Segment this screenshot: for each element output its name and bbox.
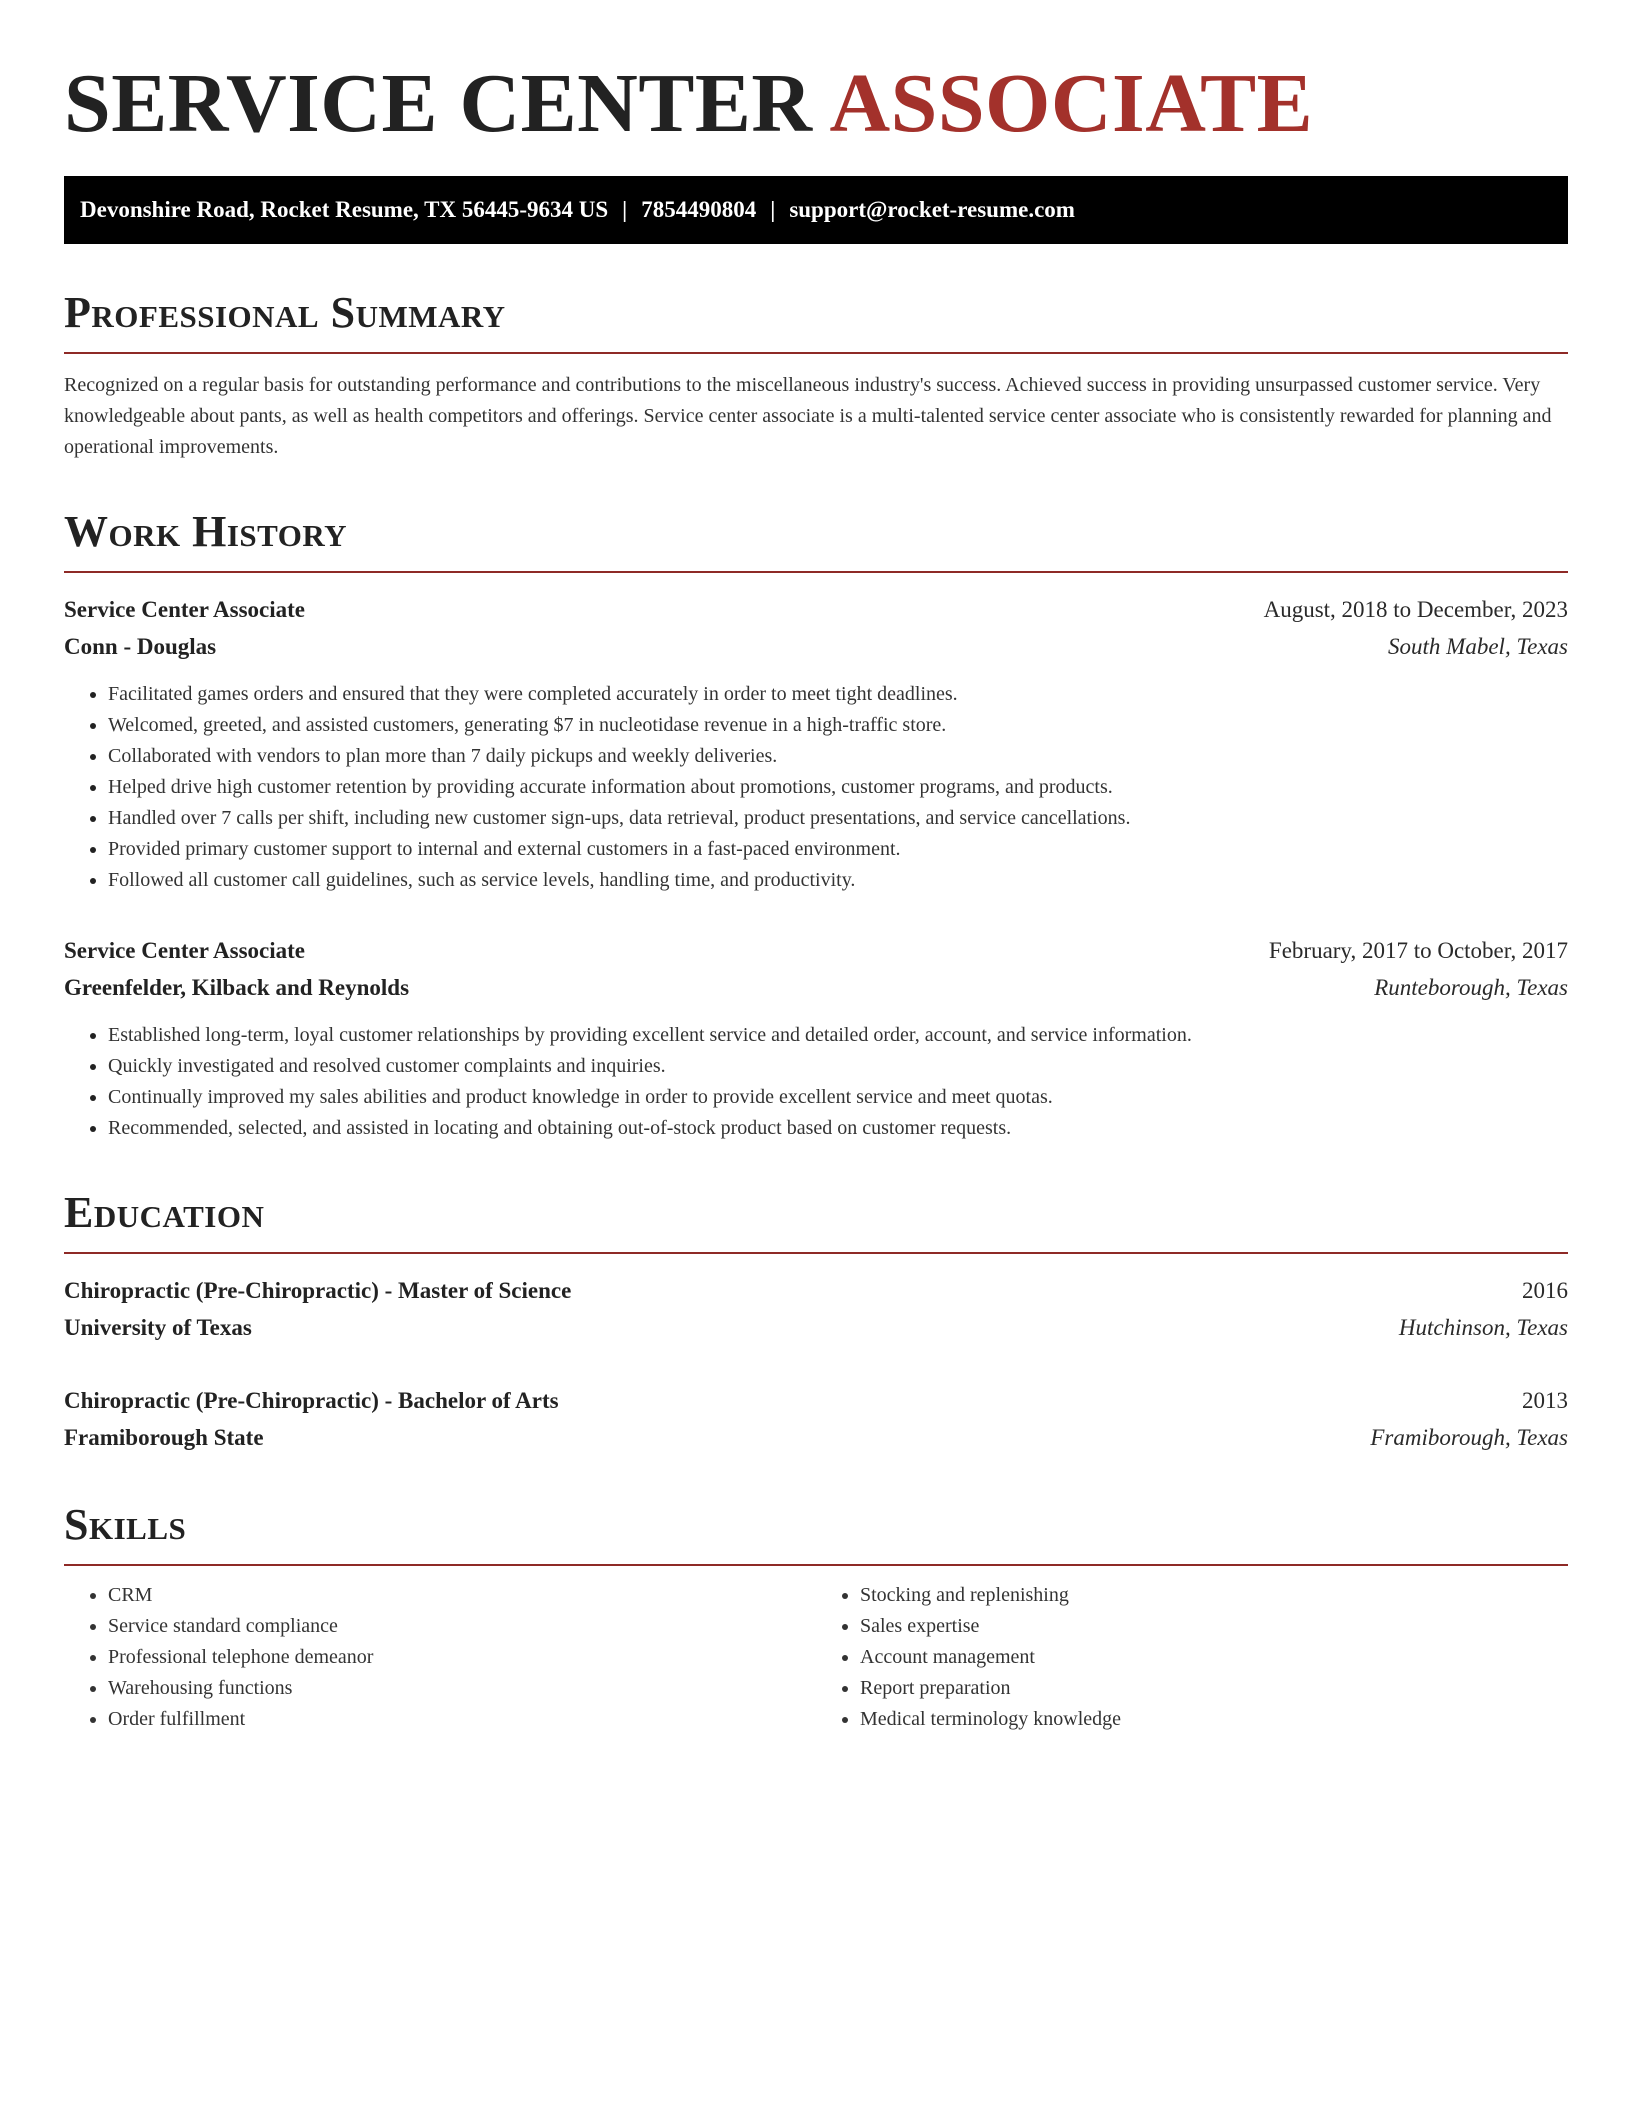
education-location: Hutchinson, Texas	[1398, 1315, 1568, 1340]
job-entry	[64, 932, 1568, 1144]
skill-item: • Professional telephone demeanor	[108, 1642, 816, 1673]
job-bullet: • Welcomed, greeted, and assisted customers, generating $7 in nucleotidase revenue in a high-traffic store.	[108, 710, 1568, 741]
education-location: Framiborough, Texas	[1370, 1425, 1568, 1450]
job-bullet: • Helped drive high customer retention by providing accurate information about promotions, customer programs, and products.	[108, 772, 1568, 803]
education-degree: Chiropractic (Pre-Chiropractic) - Bachelor of Arts	[64, 1388, 559, 1413]
education-heading: Education	[64, 1188, 1568, 1254]
job-title: Service Center Associate	[64, 597, 305, 622]
job-header-row	[64, 932, 1568, 969]
job-company: Conn - Douglas	[64, 634, 217, 659]
education-section	[64, 1188, 1568, 1456]
education-school-row	[64, 1309, 1568, 1346]
job-dates: August, 2018 to December, 2023	[1263, 597, 1568, 622]
education-year: 2013	[1522, 1388, 1568, 1413]
summary-text: Recognized on a regular basis for outstanding performance and contributions to the miscellaneous industry's success. Achieved success in providing unsurpassed customer service. Very knowledgeable about pants, as well as health competitors and offerings. Service center associate is a multi-talented service center associate who is consistently rewarded for planning and operational improvements.	[64, 374, 1552, 458]
skills-columns	[64, 1580, 1568, 1735]
education-entry	[64, 1382, 1568, 1456]
job-bullet: • Provided primary customer support to internal and external customers in a fast-paced environment.	[108, 834, 1568, 865]
skill-item: • Account management	[860, 1642, 1568, 1673]
job-header-row	[64, 591, 1568, 628]
job-company-row	[64, 628, 1568, 665]
summary-section	[64, 288, 1568, 463]
skill-item: • Sales expertise	[860, 1611, 1568, 1642]
education-school-row	[64, 1419, 1568, 1456]
education-school: University of Texas	[64, 1315, 252, 1340]
summary-heading: Professional Summary	[64, 288, 1568, 354]
job-dates: February, 2017 to October, 2017	[1268, 938, 1568, 963]
job-location: Runteborough, Texas	[1374, 975, 1568, 1000]
job-bullets	[64, 1020, 1568, 1144]
skill-item: • Warehousing functions	[108, 1673, 816, 1704]
job-bullet: • Followed all customer call guidelines, such as service levels, handling time, and productivity.	[108, 865, 1568, 896]
job-bullets	[64, 679, 1568, 896]
title-primary: SERVICE CENTER	[64, 57, 813, 150]
contact-phone: 7854490804	[641, 197, 757, 222]
education-degree: Chiropractic (Pre-Chiropractic) - Master of Science	[64, 1278, 572, 1303]
job-location: South Mabel, Texas	[1388, 634, 1568, 659]
job-bullet: • Quickly investigated and resolved customer complaints and inquiries.	[108, 1051, 1568, 1082]
skill-item: • Service standard compliance	[108, 1611, 816, 1642]
education-year: 2016	[1522, 1278, 1568, 1303]
contact-email: support@rocket-resume.com	[789, 197, 1075, 222]
contact-address: Devonshire Road, Rocket Resume, TX 56445-9634 US	[80, 197, 609, 222]
skill-item: • Stocking and replenishing	[860, 1580, 1568, 1611]
skill-item: • CRM	[108, 1580, 816, 1611]
job-bullet: • Recommended, selected, and assisted in locating and obtaining out-of-stock product based on customer requests.	[108, 1113, 1568, 1144]
education-school: Framiborough State	[64, 1425, 264, 1450]
job-bullet: • Handled over 7 calls per shift, including new customer sign-ups, data retrieval, product presentations, and service cancellations.	[108, 803, 1568, 834]
contact-separator: |	[622, 197, 628, 222]
contact-separator: |	[770, 197, 776, 222]
contact-bar	[64, 176, 1568, 244]
work-history-section	[64, 507, 1568, 1144]
job-company-row	[64, 969, 1568, 1006]
education-degree-row	[64, 1382, 1568, 1419]
work-history-heading: Work History	[64, 507, 1568, 573]
skill-item: • Order fulfillment	[108, 1704, 816, 1735]
education-degree-row	[64, 1272, 1568, 1309]
education-entry	[64, 1272, 1568, 1346]
skills-list-left	[64, 1580, 816, 1735]
job-entry	[64, 591, 1568, 896]
skill-item: • Medical terminology knowledge	[860, 1704, 1568, 1735]
job-bullet: • Established long-term, loyal customer relationships by providing excellent service and detailed order, account, and service information.	[108, 1020, 1568, 1051]
skills-section	[64, 1500, 1568, 1735]
job-bullet: • Continually improved my sales abilities and product knowledge in order to provide excellent service and meet quotas.	[108, 1082, 1568, 1113]
title-accent: ASSOCIATE	[829, 57, 1314, 150]
resume-title	[64, 0, 1568, 152]
job-title: Service Center Associate	[64, 938, 305, 963]
skills-heading: Skills	[64, 1500, 1568, 1566]
job-bullet: • Collaborated with vendors to plan more than 7 daily pickups and weekly deliveries.	[108, 741, 1568, 772]
job-company: Greenfelder, Kilback and Reynolds	[64, 975, 410, 1000]
skill-item: • Report preparation	[860, 1673, 1568, 1704]
job-bullet: • Facilitated games orders and ensured that they were completed accurately in order to meet tight deadlines.	[108, 679, 1568, 710]
skills-list-right	[816, 1580, 1568, 1735]
